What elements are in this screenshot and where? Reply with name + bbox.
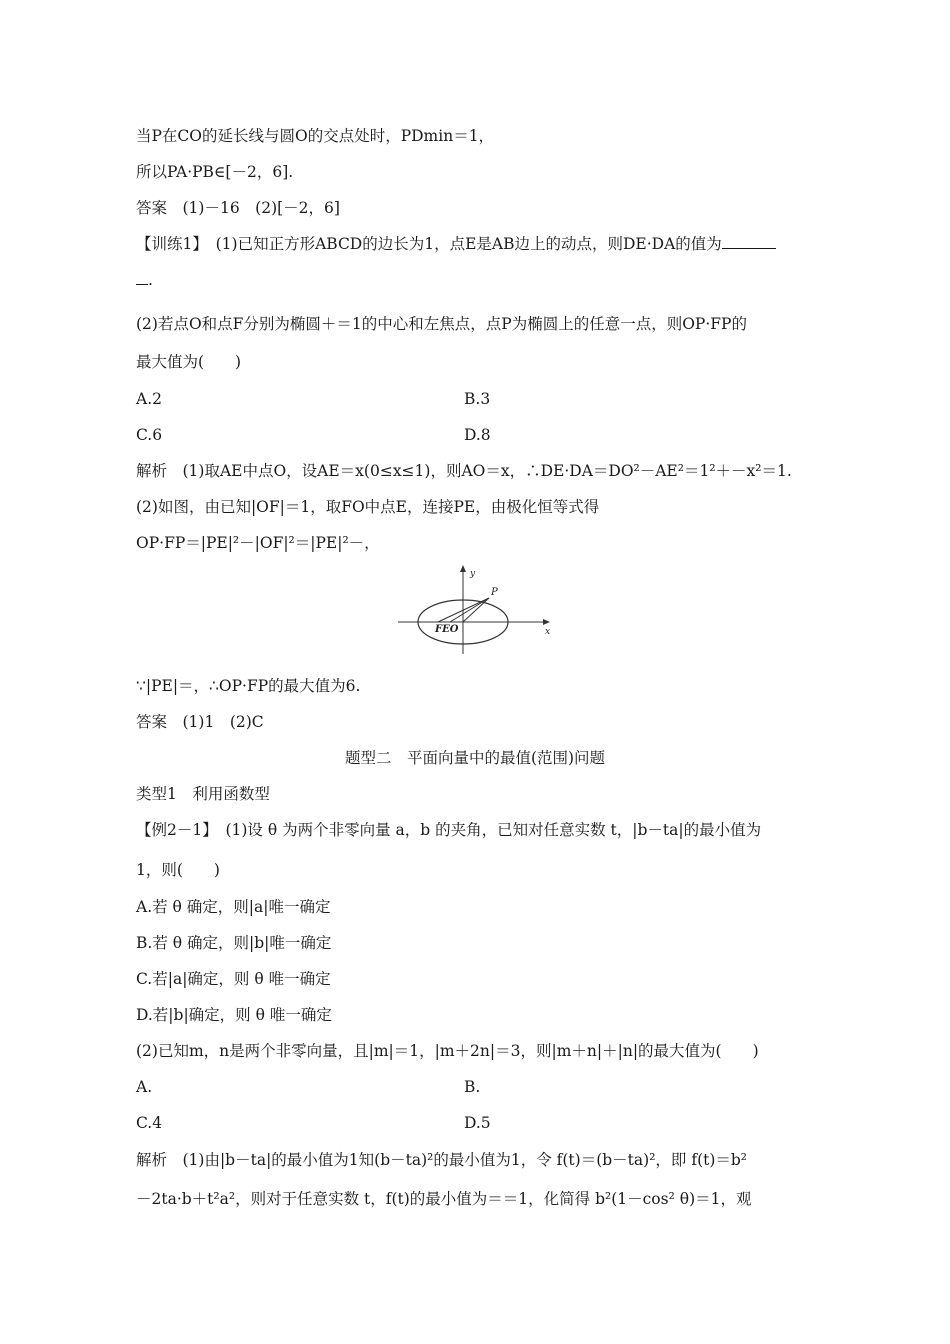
option-c: C.6 xyxy=(136,426,163,444)
option-d: D.若|b|确定，则 θ 唯一确定 xyxy=(136,1006,332,1024)
x-axis-arrow xyxy=(543,619,550,625)
solution-line: ∵|PE|＝，∴OP·FP的最大值为6. xyxy=(136,677,361,695)
answer-blank xyxy=(722,234,776,249)
option-b: B. xyxy=(464,1078,481,1096)
text-line: 最大值为( ) xyxy=(136,353,242,371)
segment-ep xyxy=(450,598,489,622)
label-x: x xyxy=(545,627,551,637)
section-heading: 题型二 平面向量中的最值(范围)问题 xyxy=(344,749,606,767)
option-d: D.5 xyxy=(464,1114,491,1132)
text-line: 1，则( ) xyxy=(136,861,220,879)
option-a: A.若 θ 确定，则|a|唯一确定 xyxy=(136,898,331,916)
ellipse-figure xyxy=(394,562,556,658)
subsection-heading: 类型1 利用函数型 xyxy=(136,785,270,803)
answer-line: 答案 (1)1 (2)C xyxy=(136,713,264,731)
example-line: 【例2－1】 (1)设 θ 为两个非零向量 a，b 的夹角，已知对任意实数 t，|b－ta|的最小值为 xyxy=(136,821,762,839)
option-c: C.若|a|确定，则 θ 唯一确定 xyxy=(136,970,331,988)
solution-line: －2ta·b＋t²a²，则对于任意实数 t，f(t)的最小值为＝＝1，化简得 b²(1－cos² θ)＝1，观 xyxy=(136,1190,752,1208)
option-a: A.2 xyxy=(136,390,162,408)
solution-line: 解析 (1)由|b－ta|的最小值为1知(b－ta)²的最小值为1，令 f(t)＝(b－ta)²，即 f(t)＝b² xyxy=(136,1151,748,1169)
solution-line: 解析 (1)取AE中点O，设AE＝x(0≤x≤1)，则AO＝x，∴DE·DA＝DO²－AE²＝1²＋－x²＝1. xyxy=(136,462,792,480)
option-a: A. xyxy=(136,1078,153,1096)
blank-continuation: . xyxy=(136,270,153,290)
exercise-line xyxy=(136,234,776,254)
solution-line: OP·FP＝|PE|²－|OF|²＝|PE|²－， xyxy=(136,534,380,552)
option-c: C.4 xyxy=(136,1114,163,1132)
answer-line: 答案 (1)－16 (2)[－2，6] xyxy=(136,199,340,217)
option-d: D.8 xyxy=(464,426,491,444)
segment-op xyxy=(463,598,489,622)
exercise-text: 【训练1】 (1)已知正方形ABCD的边长为1，点E是AB边上的动点，则DE·DA的值为 xyxy=(136,235,722,253)
answer-blank xyxy=(136,270,148,285)
option-b: B.3 xyxy=(464,390,491,408)
text-line: 所以PA·PB∈[－2，6]. xyxy=(136,163,294,181)
text-line: (2)已知m，n是两个非零向量，且|m|＝1，|m＋2n|＝3，则|m＋n|＋|n|的最大值为( ) xyxy=(136,1042,759,1060)
option-b: B.若 θ 确定，则|b|唯一确定 xyxy=(136,934,332,952)
label-p: P xyxy=(491,587,498,598)
text-line: (2)若点O和点F分别为椭圆＋＝1的中心和左焦点，点P为椭圆上的任意一点，则OP·FP的 xyxy=(136,315,747,333)
text-line: 当P在CO的延长线与圆O的交点处时，PDmin＝1， xyxy=(136,127,495,145)
y-axis-arrow xyxy=(460,565,466,572)
solution-line: (2)如图，由已知|OF|＝1，取FO中点E，连接PE，由极化恒等式得 xyxy=(136,498,600,516)
label-y: y xyxy=(470,569,476,579)
label-feo: FEO xyxy=(435,624,459,635)
